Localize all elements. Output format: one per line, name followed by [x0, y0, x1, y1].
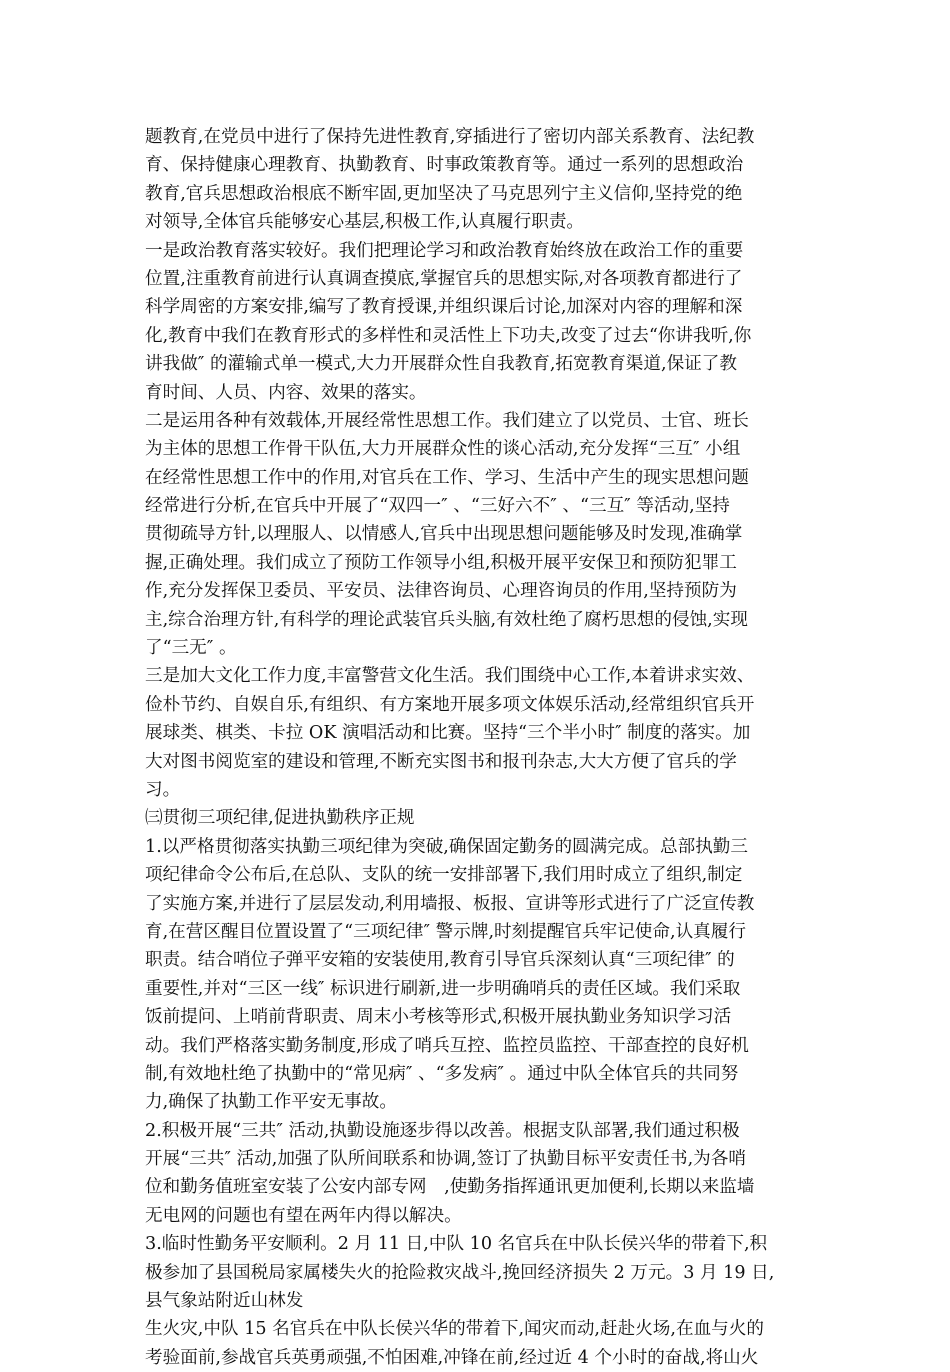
- text-line: 经常进行分析,在官兵中开展了“双四一″ 、“三好六不″ 、“三互″ 等活动,坚持: [145, 496, 730, 517]
- document-body: [145, 123, 810, 1372]
- text-line: 3.临时性勤务平安顺利。2 月 11 日,中队 10 名官兵在中队长侯兴华的带着下,积: [145, 1234, 768, 1255]
- text-line: 制,有效地杜绝了执勤中的“常见病″ 、“多发病″ 。通过中队全体官兵的共同努: [145, 1063, 739, 1084]
- text-line: 化,教育中我们在教育形式的多样性和灵活性上下功夫,改变了过去“你讲我听,你: [145, 325, 752, 346]
- text-line: 动。我们严格落实勤务制度,形成了哨兵互控、监控员监控、干部查控的良好机: [145, 1035, 749, 1056]
- text-line: 贯彻疏导方针,以理服人、以情感人,官兵中出现思想问题能够及时发现,准确掌: [145, 524, 743, 545]
- text-line: 力,确保了执勤工作平安无事故。: [145, 1092, 397, 1113]
- text-line: 握,正确处理。我们成立了预防工作领导小组,积极开展平安保卫和预防犯罪工: [145, 552, 737, 573]
- text-line: 习。: [145, 779, 181, 800]
- text-line: 育时间、人员、内容、效果的落实。: [145, 382, 427, 403]
- text-line: 二是运用各种有效载体,开展经常性思想工作。我们建立了以党员、士官、班长: [145, 410, 749, 431]
- text-line: 位置,注重教育前进行认真调查摸底,掌握官兵的思想实际,对各项教育都进行了: [145, 268, 743, 289]
- text-line: 一是政治教育落实较好。我们把理论学习和政治教育始终放在政治工作的重要: [145, 240, 744, 261]
- text-line: 为主体的思想工作骨干队伍,大力开展群众性的谈心活动,充分发挥“三互″ 小组: [145, 439, 741, 460]
- section-heading: ㈢贯彻三项纪律,促进执勤秩序正规: [145, 808, 415, 829]
- text-line: 主,综合治理方针,有科学的理论武装官兵头脑,有效杜绝了腐朽思想的侵蚀,实现: [145, 609, 748, 630]
- text-line: 对领导,全体官兵能够安心基层,积极工作,认真履行职责。: [145, 212, 585, 233]
- text-line: 生火灾,中队 15 名官兵在中队长侯兴华的带着下,闻灾而动,赶赴火场,在血与火的: [145, 1319, 764, 1340]
- text-line: 极参加了县国税局家属楼失火的抢险救灾战斗,挽回经济损失 2 万元。3 月 19 日,: [145, 1262, 775, 1283]
- text-line: 无电网的问题也有望在两年内得以解决。: [145, 1205, 462, 1226]
- text-line: 了“三无″ 。: [145, 638, 237, 659]
- text-line: 了实施方案,并进行了层层发动,利用墙报、板报、宣讲等形式进行了广泛宣传教: [145, 893, 755, 914]
- text-line: 职责。结合哨位子弹平安箱的安装使用,教育引导官兵深刻认真“三项纪律″ 的: [145, 950, 735, 971]
- text-line: 讲我做″ 的灌输式单一模式,大力开展群众性自我教育,拓宽教育渠道,保证了教: [145, 354, 737, 375]
- text-line: 大对图书阅览室的建设和管理,不断充实图书和报刊杂志,大大方便了官兵的学: [145, 751, 737, 772]
- text-line: 在经常性思想工作中的作用,对官兵在工作、学习、生活中产生的现实思想问题: [145, 467, 749, 488]
- text-line: 饭前提问、上哨前背职责、周末小考核等形式,积极开展执勤业务知识学习活: [145, 1007, 732, 1028]
- text-line: 考验面前,参战官兵英勇顽强,不怕困难,冲锋在前,经过近 4 个小时的奋战,将山火: [145, 1347, 759, 1368]
- text-line: 三是加大文化工作力度,丰富警营文化生活。我们围绕中心工作,本着讲求实效、: [145, 666, 755, 687]
- text-line: 教育,官兵思想政治根底不断牢固,更加坚决了马克思列宁主义信仰,坚持党的绝: [145, 183, 743, 204]
- text-line: 科学周密的方案安排,编写了教育授课,并组织课后讨论,加深对内容的理解和深: [145, 297, 743, 318]
- text-line: 2.积极开展“三共″ 活动,执勤设施逐步得以改善。根据支队部署,我们通过积极: [145, 1120, 740, 1141]
- text-line: 1.以严格贯彻落实执勤三项纪律为突破,确保固定勤务的圆满完成。总部执勤三: [145, 836, 748, 857]
- text-line: 位和勤务值班室安装了公安内部专网 ,使勤务指挥通讯更加便利,长期以来监墙: [145, 1177, 755, 1198]
- text-line: 育,在营区醒目位置设置了“三项纪律″ 警示牌,时刻提醒官兵牢记使命,认真履行: [145, 921, 746, 942]
- text-line: 县气象站附近山林发: [145, 1291, 304, 1312]
- text-line: 作,充分发挥保卫委员、平安员、法律咨询员、心理咨询员的作用,坚持预防为: [145, 581, 737, 602]
- text-line: 开展“三共″ 活动,加强了队所间联系和协调,签订了执勤目标平安责任书,为各哨: [145, 1149, 746, 1170]
- text-line: 展球类、棋类、卡拉 OK 演唱活动和比赛。坚持“三个半小时″ 制度的落实。加: [145, 723, 751, 744]
- text-line: 题教育,在党员中进行了保持先进性教育,穿插进行了密切内部关系教育、法纪教: [145, 127, 755, 147]
- text-line: 重要性,并对“三区一线″ 标识进行刷新,进一步明确哨兵的责任区域。我们采取: [145, 978, 741, 999]
- text-line: 俭朴节约、自娱自乐,有组织、有方案地开展多项文体娱乐活动,经常组织官兵开: [145, 694, 755, 715]
- text-line: 项纪律命令公布后,在总队、支队的统一安排部署下,我们用时成立了组织,制定: [145, 865, 743, 886]
- text-line: 育、保持健康心理教育、执勤教育、时事政策教育等。通过一系列的思想政治: [145, 155, 744, 176]
